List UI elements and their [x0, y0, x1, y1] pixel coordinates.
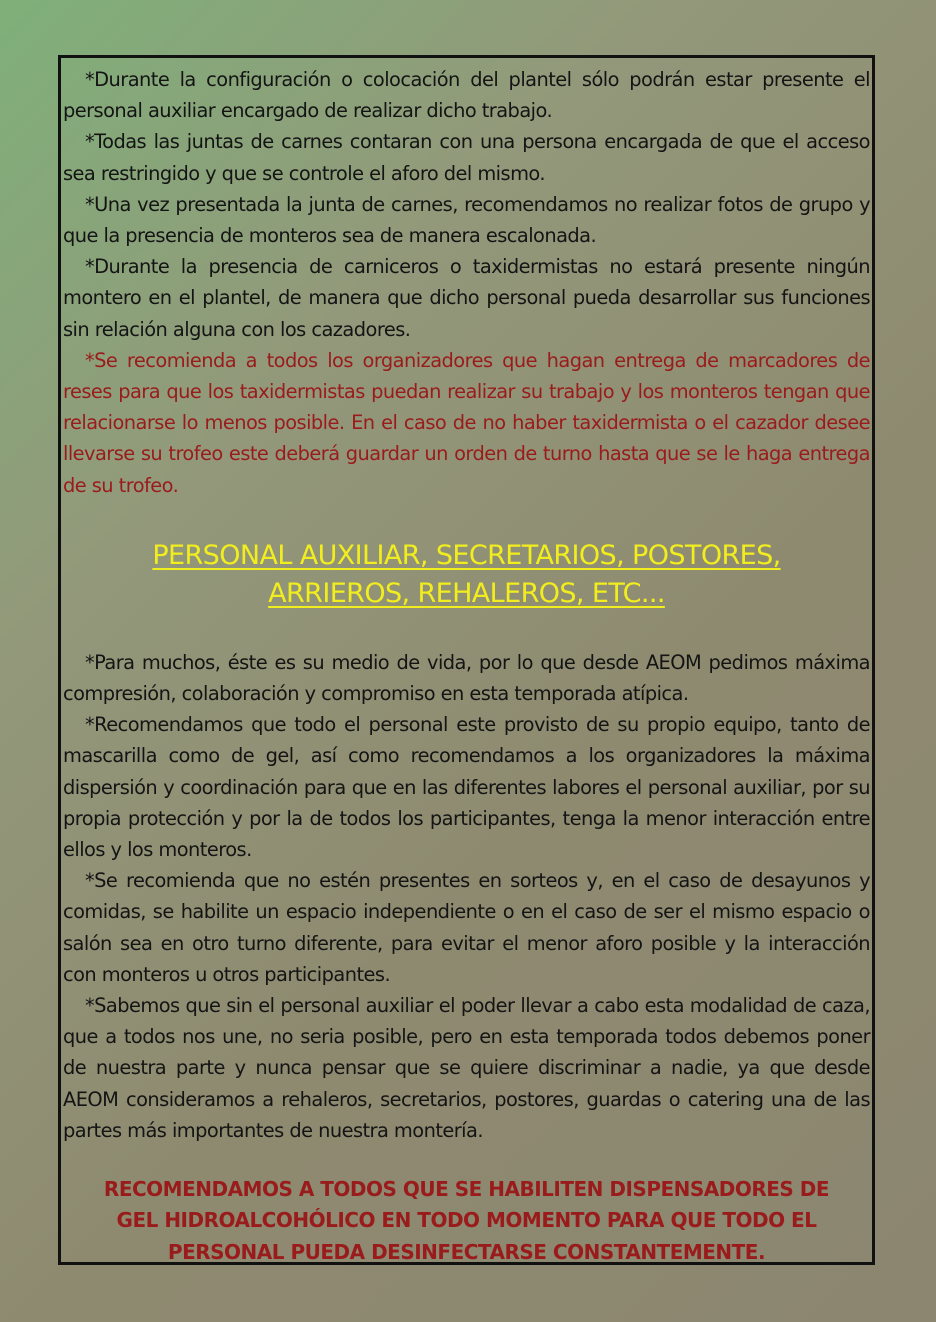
- paragraph-fotos-grupo: *Una vez presentada la junta de carnes, recomendamos no realizar fotos de grupo y que la presencia de monteros sea de manera escalonada.: [63, 192, 870, 248]
- section-heading: [63, 537, 870, 613]
- document-frame: [58, 55, 875, 1265]
- paragraph-equipo: *Recomendamos que todo el personal este provisto de su propio equipo, tanto de mascarilla como de gel, así como recomendamos a los organizadores la máxima dispersión y coordinación para que en las diferentes labores el personal auxiliar, por su propia protección y por la de todos los participantes, tenga la menor interacción entre ellos y los monteros.: [63, 713, 870, 862]
- paragraph-juntas-carnes: *Todas las juntas de carnes contaran con una persona encargada de que el acceso sea restringido y que se controle el aforo del mismo.: [63, 130, 870, 185]
- paragraph-marcadores-reses: *Se recomienda a todos los organizadores que hagan entrega de marcadores de reses para que los taxidermistas puedan realizar su trabajo y los monteros tengan que relacionarse lo menos posible. En el caso de no haber taxidermista o el cazador desee llevarse su trofeo este deberá guardar un orden de turno hasta que se le haga entrega de su trofeo.: [63, 348, 870, 497]
- closing-line-2: GEL HIDROALCOHÓLICO EN TODO MOMENTO PARA QUE TODO EL: [116, 1208, 817, 1233]
- paragraph-carniceros: *Durante la presencia de carniceros o taxidermistas no estará presente ningún montero en el plantel, de manera que dicho personal pueda desarrollar sus funciones sin relación alguna con los cazadores.: [63, 255, 870, 341]
- closing-line-3: PERSONAL PUEDA DESINFECTARSE CONSTANTEMENTE.: [167, 1239, 766, 1264]
- heading-line-1: PERSONAL AUXILIAR, SECRETARIOS, POSTORES,: [152, 539, 781, 571]
- paragraph-plantel: *Durante la configuración o colocación del plantel sólo podrán estar presente el personal auxiliar encargado de realizar dicho trabajo.: [63, 68, 870, 123]
- closing-recommendation: [63, 1174, 870, 1265]
- closing-line-1: RECOMENDAMOS A TODOS QUE SE HABILITEN DISPENSADORES DE: [103, 1177, 830, 1202]
- heading-line-2: ARRIEROS, REHALEROS, ETC...: [268, 577, 665, 609]
- paragraph-medio-vida: *Para muchos, éste es su medio de vida, por lo que desde AEOM pedimos máxima compresión, colaboración y compromiso en esta temporada atípica.: [63, 650, 870, 706]
- paragraph-sorteos: *Se recomienda que no estén presentes en sorteos y, en el caso de desayunos y comidas, se habilite un espacio independiente o en el caso de ser el mismo espacio o salón sea en otro turno diferente, para evitar el menor aforo posible y la interacción con monteros u otros participantes.: [63, 869, 870, 986]
- paragraph-personal-auxiliar: *Sabemos que sin el personal auxiliar el poder llevar a cabo esta modalidad de caza, que a todos nos une, no seria posible, pero en esta temporada todos debemos poner de nuestra parte y nunca pensar que se quiere discriminar a nadie, ya que desde AEOM consideramos a rehaleros, secretarios, postores, guardas o catering una de las partes más importantes de nuestra montería.: [63, 994, 870, 1142]
